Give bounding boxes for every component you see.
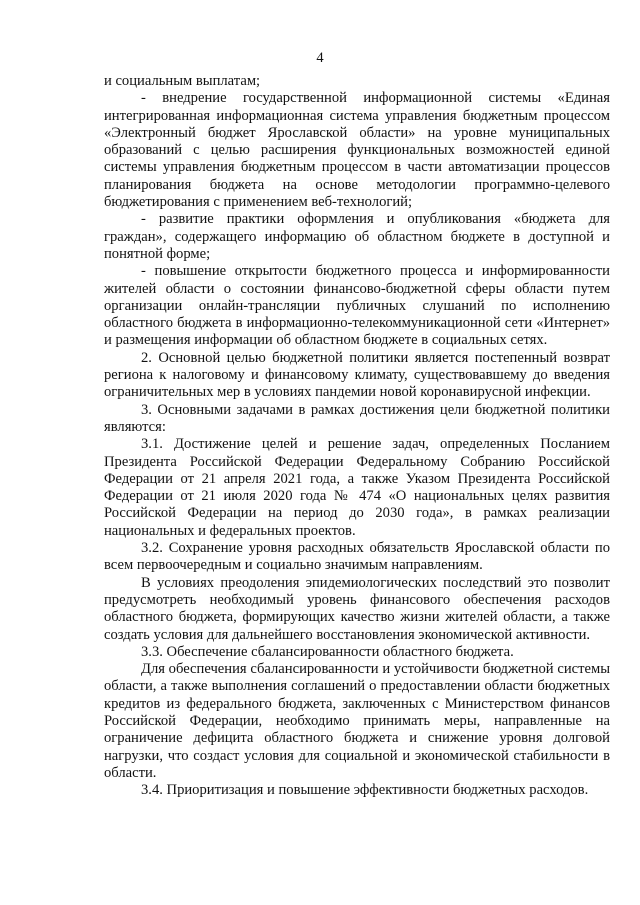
paragraph-tasks-intro: 3. Основными задачами в рамках достижения цели бюджетной политики являются: [104, 401, 610, 435]
paragraph-task-3-2: 3.2. Сохранение уровня расходных обязательств Ярославской области по всем первоочередным и социально значимым направлениям. [104, 540, 610, 574]
paragraph-main-goal: 2. Основной целью бюджетной политики является постепенный возврат региона к налоговому и финансовому климату, существовавшему до введения ограничительных мер в условиях пандемии новой коронавирусной инфекции. [104, 349, 610, 401]
paragraph-task-3-3: 3.3. Обеспечение сбалансированности областного бюджета. [141, 643, 514, 660]
paragraph-balance-measures: Для обеспечения сбалансированности и устойчивости бюджетной системы области, а также выполнения соглашений о предоставлении области бюджетных кредитов из федерального бюджета, заключенных с Министерством финансов Российской Федерации, необходимо принимать меры, направленные на ограничение дефицита областного бюджета и снижение уровня долговой нагрузки, что создаст условия для социальной и экономической стабильности в области. [104, 661, 610, 781]
paragraph-task-3-4: 3.4. Приоритизация и повышение эффективности бюджетных расходов. [141, 782, 589, 799]
list-item-budget-system: - внедрение государственной информационной системы «Единая интегрированная информационная система управления бюджетным процессом «Электронный бюджет Ярославской области» на уровне муниципальных образований с целью расширения функциональных возможностей единой системы управления бюджетным процессом в части автоматизации процессов планирования бюджета на основе методологии программно-целевого бюджетирования с применением веб-технологий; [104, 90, 610, 211]
paragraph-epidemiological: В условиях преодоления эпидемиологических последствий это позволит предусмотреть необходимый уровень финансового обеспечения расходов областного бюджета, формирующих качество жизни жителей области, а также создать условия для дальнейшего восстановления экономической активности. [104, 574, 610, 643]
document-body [104, 73, 610, 799]
page-number: 4 [316, 50, 324, 66]
paragraph-continuation: и социальным выплатам; [104, 73, 261, 89]
list-item-transparency: - повышение открытости бюджетного процесса и информированности жителей области о состоянии финансово-бюджетной сферы области путем организации онлайн-трансляции публичных слушаний по исполнению областного бюджета в информационно-телекоммуникационной сети «Интернет» и размещения информации об областном бюджете в социальных сетях. [104, 263, 610, 349]
list-item-citizens-budget: - развитие практики оформления и опубликования «бюджета для граждан», содержащего информацию об областном бюджете в доступной и понятной форме; [104, 211, 610, 262]
paragraph-task-3-1: 3.1. Достижение целей и решение задач, определенных Посланием Президента Российской Федерации Федеральному Собранию Российской Федерации от 21 апреля 2021 года, а также Указом Президента Российской Федерации от 21 июля 2020 года № 474 «О национальных целях развития Российской Федерации на период до 2030 года», в рамках реализации национальных и федеральных проектов. [104, 436, 610, 539]
